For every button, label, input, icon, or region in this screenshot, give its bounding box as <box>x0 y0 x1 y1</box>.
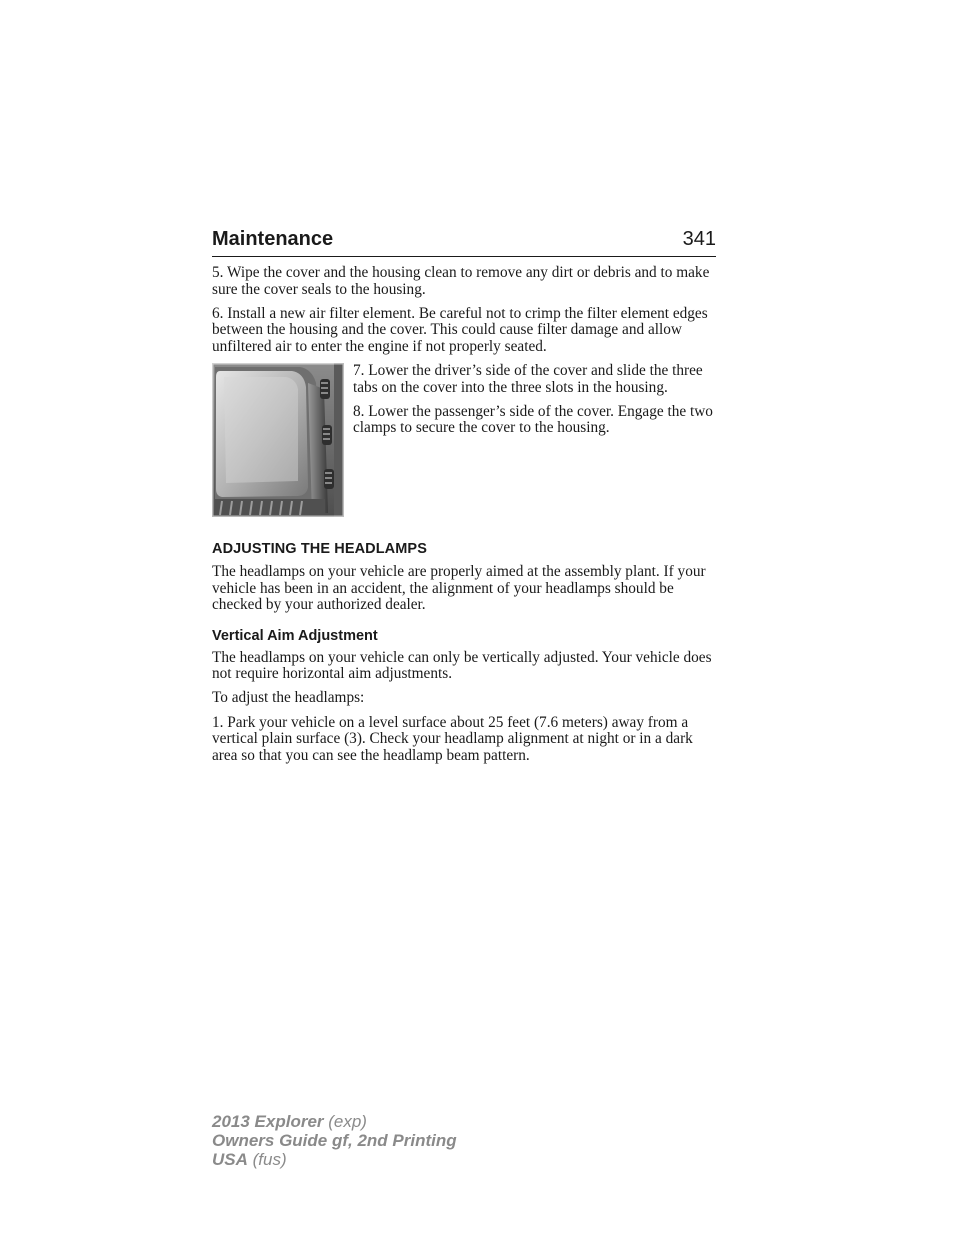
sub-heading: Vertical Aim Adjustment <box>212 627 378 644</box>
footer-line-3: USA (fus) <box>212 1150 287 1169</box>
adjust-intro-para: To adjust the headlamps: <box>212 689 365 707</box>
chapter-title: Maintenance <box>212 228 334 250</box>
page-number: 341 <box>682 228 716 250</box>
page-header <box>212 228 716 257</box>
step-5: 5. Wipe the cover and the housing clean to remove any dirt or debris and to make sure the cover seals to the housing. <box>212 264 710 298</box>
page-content <box>212 228 716 772</box>
step-6: 6. Install a new air filter element. Be careful not to crimp the filter element edges between the housing and the cover. This could cause filter damage and allow unfiltered air to enter the engine if not properly seated. <box>212 304 708 355</box>
adjust-step-1: 1. Park your vehicle on a level surface about 25 feet (7.6 meters) away from a vertical plain surface (3). Check your headlamp alignment at night or in a dark area so that you can see the headlamp beam pattern. <box>212 713 693 764</box>
figure-block <box>212 363 716 517</box>
step-8: 8. Lower the passenger’s side of the cover. Engage the two clamps to secure the cover to the housing. <box>353 402 713 437</box>
section-heading: ADJUSTING THE HEADLAMPS <box>212 540 427 557</box>
footer-line-1: 2013 Explorer (exp) <box>212 1112 367 1131</box>
footer-line-2: Owners Guide gf, 2nd Printing <box>212 1131 457 1150</box>
vertical-aim-para: The headlamps on your vehicle can only be vertically adjusted. Your vehicle does not require horizontal aim adjustments. <box>212 648 712 683</box>
section-intro: The headlamps on your vehicle are properly aimed at the assembly plant. If your vehicle has been in an accident, the alignment of your headlamps should be checked by your authorized dealer. <box>212 562 706 614</box>
air-filter-cover-illustration <box>212 363 344 517</box>
figure-steps <box>353 363 716 444</box>
step-7: 7. Lower the driver’s side of the cover and slide the three tabs on the cover into the three slots in the housing. <box>353 361 703 396</box>
page-footer <box>212 1112 457 1169</box>
